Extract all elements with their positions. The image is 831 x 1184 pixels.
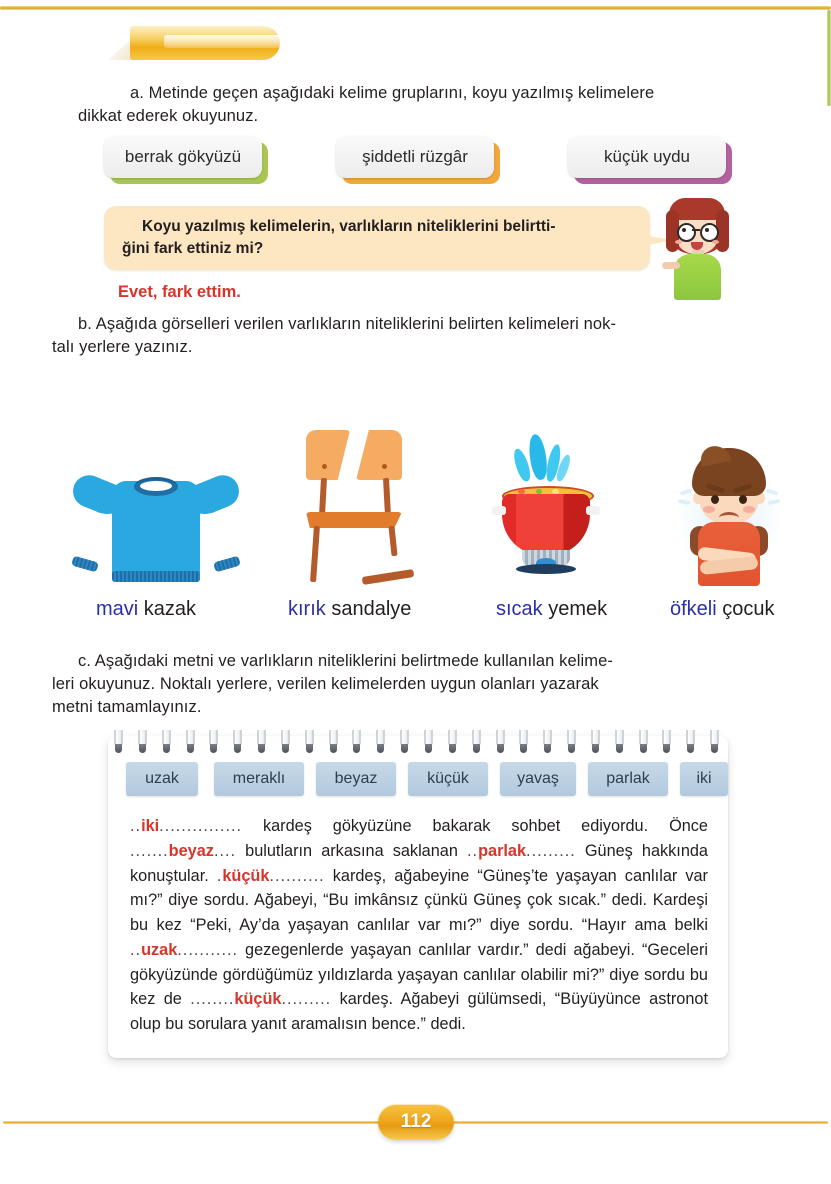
chair-backrest-left [306, 430, 350, 480]
spiral-ring-tip [282, 744, 289, 753]
chair-knob-right [382, 464, 387, 469]
section-b-instruction-line1: b. Aşağıda görselleri verilen varlıkların niteliklerini belirten kelimeleri nok- [78, 315, 617, 333]
illustration-row [0, 420, 831, 595]
chair-knob-left [322, 464, 327, 469]
word-bank-row [108, 762, 728, 808]
caption-kirik-sandalye [288, 598, 411, 621]
broken-chair-icon [300, 430, 410, 590]
sweater-hem [112, 571, 200, 582]
spiral-ring [162, 730, 171, 754]
notebook-spiral-binding [108, 730, 728, 756]
spiral-ring-tip [353, 744, 360, 753]
section-b-instruction-line2-wrap [52, 336, 772, 359]
sweater-cuff-right [213, 556, 241, 573]
section-a-instruction-line2-wrap [78, 105, 778, 128]
spiral-ring [662, 730, 671, 754]
spiral-ring [615, 730, 624, 754]
spiral-ring [686, 730, 695, 754]
spiral-ring [233, 730, 242, 754]
spiral-ring [257, 730, 266, 754]
passage-blank-küçük[interactable] [217, 864, 325, 889]
word-bank-chip-uzak[interactable]: uzak [126, 762, 198, 796]
passage-text [130, 814, 708, 1037]
girl-glasses-bridge [692, 229, 700, 231]
section-c-instruction-line3-wrap [52, 696, 792, 719]
spiral-ring-tip [473, 744, 480, 753]
passage-blank-parlak[interactable] [467, 839, 576, 864]
boy-eye-right [739, 495, 747, 504]
section-a-instruction [104, 82, 790, 105]
ribbon-body [130, 26, 280, 60]
girl-green-shirt [674, 254, 721, 300]
spiral-ring [138, 730, 147, 754]
spiral-ring [186, 730, 195, 754]
caption-noun: sandalye [331, 598, 412, 620]
section-c-instruction-line2: leri okuyunuz. Noktalı yerlere, verilen kelimelerden uygun olanları yazarak [52, 675, 599, 693]
word-group-label: şiddetli rüzgâr [336, 136, 494, 178]
word-bank-chip-merakli[interactable]: meraklı [214, 762, 304, 796]
blank-answer: beyaz [168, 841, 214, 860]
blank-dots-after: ......... [281, 990, 332, 1009]
blank-answer: parlak [478, 841, 527, 860]
blank-answer: iki [141, 817, 160, 835]
word-group-kucuk-uydu[interactable] [568, 136, 726, 178]
spiral-ring [591, 730, 600, 754]
student-answer-evet-fark-ettim: Evet, fark ettim. [118, 283, 241, 301]
caption-row [0, 598, 831, 628]
spiral-ring-tip [616, 744, 623, 753]
ribbon-gloss [164, 35, 284, 48]
speech-line-1: Koyu yazılmış kelimelerin, varlıkların niteliklerini belirtti- [142, 218, 556, 235]
blank-dots-before: .. [130, 940, 142, 959]
caption-adjective: kırık [288, 598, 326, 620]
spiral-ring [352, 730, 361, 754]
spiral-ring-tip [115, 744, 122, 753]
blue-sweater-icon [70, 475, 242, 585]
word-bank-chip-kucuk[interactable]: küçük [408, 762, 488, 796]
sweater-cuff-left [71, 556, 99, 573]
spiral-ring-tip [520, 744, 527, 753]
caption-noun: yemek [548, 598, 608, 620]
spiral-ring-tip [497, 744, 504, 753]
word-bank-chip-beyaz[interactable]: beyaz [316, 762, 396, 796]
gold-ribbon-banner-icon [108, 26, 280, 60]
passage-blank-beyaz[interactable] [130, 839, 236, 864]
pot-handle-right [586, 506, 600, 515]
spiral-ring-tip [711, 744, 718, 753]
passage-blank-uzak[interactable] [130, 938, 238, 963]
chair-post-left [319, 478, 327, 516]
caption-noun: kazak [143, 598, 197, 620]
blank-dots-before: . [216, 866, 223, 885]
chair-leg-right-broken [388, 526, 397, 556]
spiral-ring [329, 730, 338, 754]
spiral-ring-tip [449, 744, 456, 753]
blank-dots-before: .. [467, 841, 479, 860]
spiral-ring-tip [663, 744, 670, 753]
speech-bubble [104, 206, 650, 270]
spiral-ring-tip [210, 744, 217, 753]
blank-answer: küçük [234, 990, 282, 1009]
spiral-ring [209, 730, 218, 754]
pot-body-red [502, 494, 590, 556]
word-group-berrak-gokyuzu[interactable] [104, 136, 262, 178]
spiral-ring-tip [687, 744, 694, 753]
sweater-torso [112, 481, 200, 581]
caption-mavi-kazak [96, 598, 196, 621]
spiral-ring [639, 730, 648, 754]
passage-blank-küçük[interactable] [190, 987, 331, 1012]
spiral-ring [519, 730, 528, 754]
girl-eye-left [682, 228, 686, 232]
section-c-instruction-line3: metni tamamlayınız. [52, 698, 202, 716]
spiral-ring [400, 730, 409, 754]
stove-base [516, 564, 576, 574]
chair-seat [306, 512, 402, 528]
right-green-rule [827, 10, 831, 106]
spiral-ring [543, 730, 552, 754]
spiral-ring-tip [592, 744, 599, 753]
page-number-badge: 112 [378, 1104, 454, 1140]
blank-dots-before: .. [130, 817, 142, 835]
spiral-ring-tip [234, 744, 241, 753]
boy-cheek-left [703, 506, 715, 513]
caption-adjective: öfkeli [670, 598, 717, 620]
girl-eye-right [705, 228, 709, 232]
section-c-instruction-line1: c. Aşağıdaki metni ve varlıkların niteliklerini belirtmede kullanılan kelime- [78, 652, 614, 670]
spiral-ring-tip [377, 744, 384, 753]
girl-arm [662, 262, 680, 269]
blank-dots-after: .... [213, 841, 237, 860]
caption-ofkeli-cocuk [670, 598, 775, 621]
spiral-ring [567, 730, 576, 754]
caption-adjective: mavi [96, 598, 139, 620]
section-c-instruction-line2-wrap [52, 673, 792, 696]
spiral-ring [281, 730, 290, 754]
blank-dots-after: ........... [177, 940, 239, 959]
caption-sicak-yemek [496, 598, 607, 621]
blank-dots-before: ........ [190, 990, 235, 1009]
spiral-ring-tip [306, 744, 313, 753]
blank-dots-after: ......... [526, 841, 576, 860]
passage-paragraph: ..iki............... kardeş gökyüzüne bakarak sohbet ediyordu. Önce .......beyaz.... bulutların arkasına saklanan ..parlak......... Güneş hakkında konuştular. .küçük.......... kardeş, ağabeyine “Güneş’te yaşayan canlılar var mı?” diye sordu. Ağabeyi, “Bu imkânsız çünkü Güneş çok sıcak.” dedi. Kardeşi bu kez “Peki, Ay’da yaşayan canlılar var mı?” diye sordu. “Hayır ama belki ..uzak........... gezegenlerde yaşayan canlılar vardır.” dedi ağabeyi. “Geceleri gökyüzünde gördüğümüz yıldızlarda yaşayan canlılar olabilir mi?” diye sordu bu kez de ........küçük......... kardeş. Ağabeyi gülümsedi, “Büyüyünce astronot olup bu sorulara yanıt aramalısın bence.” dedi. [130, 814, 708, 1037]
speech-bubble-text [122, 216, 638, 260]
word-bank-chip-iki[interactable]: iki [680, 762, 728, 796]
caption-noun: çocuk [722, 598, 775, 620]
spiral-ring-tip [258, 744, 265, 753]
spiral-ring [448, 730, 457, 754]
spiral-ring-tip [401, 744, 408, 753]
word-group-row [0, 136, 831, 192]
top-gold-rule [0, 6, 831, 10]
spiral-ring [305, 730, 314, 754]
section-c-instruction [52, 650, 818, 673]
pot-handle-left [492, 506, 506, 515]
word-bank-chip-parlak[interactable]: parlak [588, 762, 668, 796]
spiral-ring [114, 730, 123, 754]
spiral-ring-tip [425, 744, 432, 753]
word-group-label: berrak gökyüzü [104, 136, 262, 178]
word-bank-chip-yavas[interactable]: yavaş [500, 762, 576, 796]
chair-leg-left [310, 526, 320, 582]
caption-adjective: sıcak [496, 598, 543, 620]
girl-glasses-left-lens [677, 223, 696, 242]
spiral-ring-tip [330, 744, 337, 753]
word-group-siddetli-ruzgar[interactable] [336, 136, 494, 178]
girl-character-illustration [660, 196, 738, 300]
word-group-label: küçük uydu [568, 136, 726, 178]
blank-dots-before: ....... [130, 841, 169, 860]
blank-dots-after: .......... [269, 866, 325, 885]
spiral-ring-tip [544, 744, 551, 753]
section-a-instruction-line2: dikkat ederek okuyunuz. [78, 107, 259, 125]
blank-answer: uzak [141, 940, 178, 959]
section-b-instruction [52, 313, 798, 336]
section-b-instruction-line2: talı yerlere yazınız. [52, 338, 193, 356]
speech-line-2: ğini fark ettiniz mi? [122, 240, 264, 257]
blank-dots-after: ............... [159, 817, 243, 835]
chair-post-right [383, 478, 391, 516]
boy-eye-left [711, 495, 719, 504]
spiral-ring-tip [163, 744, 170, 753]
section-a-instruction-line1: a. Metinde geçen aşağıdaki kelime gruplarını, koyu yazılmış kelimelere [130, 84, 655, 102]
girl-cheek-left [675, 240, 682, 244]
spiral-ring-tip [568, 744, 575, 753]
notebook-panel [108, 736, 728, 1058]
sweater-collar-inner [140, 481, 172, 491]
spiral-ring-tip [640, 744, 647, 753]
spiral-ring [376, 730, 385, 754]
angry-boy-icon [676, 446, 782, 586]
hot-pot-icon [492, 434, 600, 586]
spiral-ring-tip [139, 744, 146, 753]
girl-cheek-right [712, 240, 719, 244]
spiral-ring [496, 730, 505, 754]
spiral-ring [710, 730, 719, 754]
passage-blank-iki[interactable] [130, 814, 242, 839]
spiral-ring [424, 730, 433, 754]
chair-backrest-right [356, 430, 402, 480]
spiral-ring [472, 730, 481, 754]
boy-cheek-right [743, 506, 755, 513]
blank-answer: küçük [222, 866, 270, 885]
spiral-ring-tip [187, 744, 194, 753]
pot-steam-group [514, 434, 572, 484]
chair-broken-leg-piece [362, 569, 415, 585]
